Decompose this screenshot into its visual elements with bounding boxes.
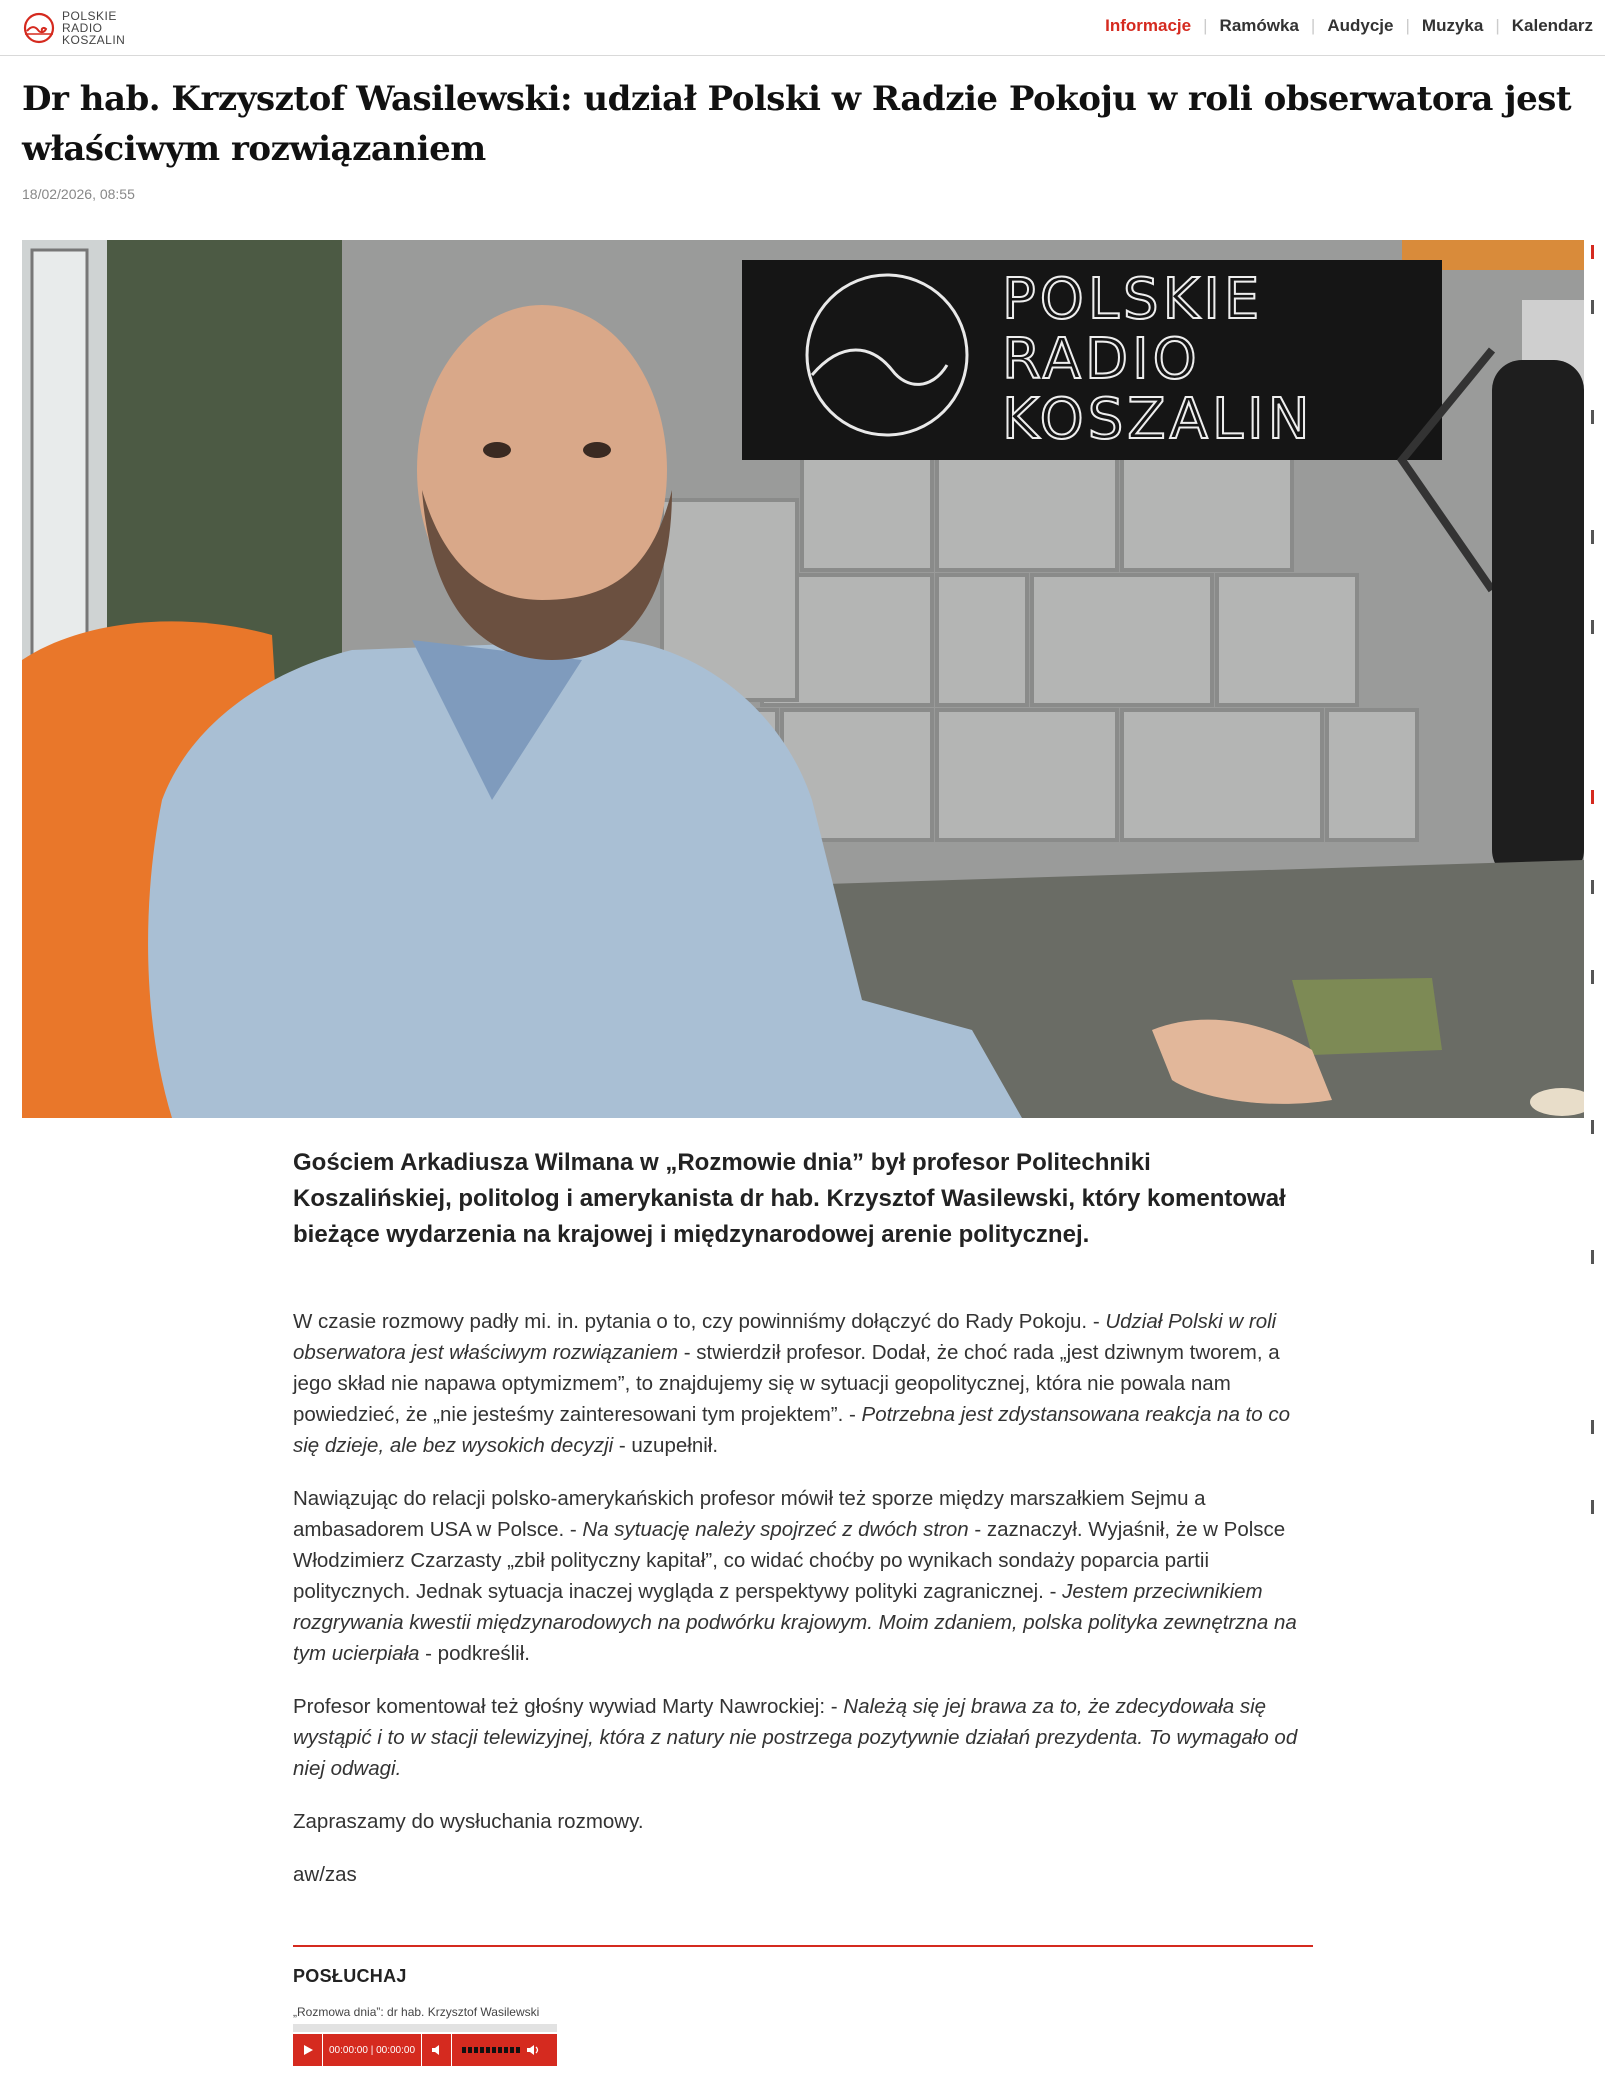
mute-button[interactable] <box>422 2034 452 2066</box>
article-lead: Gościem Arkadiusza Wilmana w „Rozmowie dnia” był profesor Politechniki Koszalińskiej, politolog i amerykanista dr hab. Krzysztof Wasilewski, który komentował bieżące wydarzenia na krajowej i międzynarodowej arenie politycznej. <box>293 1149 1286 1248</box>
body-paragraph: W czasie rozmowy padły mi. in. pytania o to, czy powinniśmy dołączyć do Rady Pokoju. - Udział Polski w roli obserwatora jest właściwym rozwiązaniem - stwierdził profesor. Dodał, że choć rada „jest dziwnym tworem, a jego skład nie napawa optymizmem”, to znajdujemy się w sytuacji geopolitycznej, która nie powala nam powiedzieć, że „nie jesteśmy zainteresowani tym projektem”. - Potrzebna jest zdystansowana reakcja na to co się dzieje, ale bez wysokich decyzji - uzupełnił. <box>293 1310 1290 1457</box>
logo-line-1: POLSKIE <box>62 9 117 23</box>
player-time: 00:00:00 | 00:00:00 <box>323 2034 422 2066</box>
nav-item-ramowka[interactable]: Ramówka <box>1219 16 1299 35</box>
photo-sign-line-2: RADIO <box>1002 327 1201 392</box>
photo-sign-line-1: POLSKIE <box>1002 267 1264 332</box>
logo-line-3: KOSZALIN <box>62 33 126 47</box>
player-heading: POSŁUCHAJ <box>293 1966 407 1986</box>
play-button[interactable] <box>293 2034 323 2066</box>
volume-control[interactable] <box>452 2034 544 2066</box>
quote: Potrzebna jest zdystansowana reakcja na to co się dzieje, ale bez wysokich decyzji <box>293 1403 1290 1457</box>
play-icon <box>302 2044 314 2056</box>
author-initials: aw/zas <box>293 1863 357 1886</box>
article-photo <box>22 240 1584 1118</box>
article-title: Dr hab. Krzysztof Wasilewski: udział Polski w Radzie Pokoju w roli obserwatora jest właściwym rozwiązaniem <box>22 79 1572 169</box>
quote: Należą się jej brawa za to, że zdecydowała się wystąpić i to w stacji telewizyjnej, która z natury nie postrzega pozytywnie działań prezydenta. To wymagało od niej odwagi. <box>293 1695 1298 1780</box>
nav-separator: | <box>1495 16 1500 35</box>
right-edge-clip <box>1584 240 1605 1540</box>
logo-emblem-icon <box>22 11 56 45</box>
main-nav <box>1093 16 1605 36</box>
quote: Na sytuację należy spojrzeć z dwóch stron <box>582 1518 969 1541</box>
nav-separator: | <box>1405 16 1410 35</box>
volume-slider[interactable] <box>462 2047 520 2053</box>
total-time: 00:00:00 <box>376 2044 416 2056</box>
nav-item-muzyka[interactable]: Muzyka <box>1421 16 1484 35</box>
body-paragraph: Zapraszamy do wysłuchania rozmowy. <box>293 1810 644 1833</box>
logo-line-2: RADIO <box>62 21 103 35</box>
speaker-icon <box>431 2044 443 2056</box>
body-paragraph: Profesor komentował też głośny wywiad Marty Nawrockiej: - Należą się jej brawa za to, że zdecydowała się wystąpić i to w stacji telewizyjnej, która z natury nie postrzega pozytywnie działań prezydenta. To wymagało od niej odwagi. <box>293 1695 1298 1780</box>
audio-player <box>293 2034 557 2066</box>
site-logo[interactable] <box>22 8 125 48</box>
nav-separator: | <box>1203 16 1208 35</box>
volume-max-icon[interactable] <box>526 2044 540 2056</box>
player-track-title: „Rozmowa dnia”: dr hab. Krzysztof Wasilewski <box>293 2005 540 2019</box>
photo-sign-line-3: KOSZALIN <box>1002 387 1314 452</box>
site-header <box>0 0 1605 56</box>
body-paragraph: Nawiązując do relacji polsko-amerykańskich profesor mówił też sporze między marszałkiem Sejmu a ambasadorem USA w Polsce. - Na sytuację należy spojrzeć z dwóch stron - zaznaczył. Wyjaśnił, że w Polsce Włodzimierz Czarzasty „zbił polityczny kapitał”, co widać choćby po wynikach sondaży poparcia partii politycznych. Jednak sytuacja inaczej wygląda z perspektywy polityki zagranicznej. - Jestem przeciwnikiem rozgrywania kwestii międzynarodowych na podwórku krajowym. Moim zdaniem, polska polityka zewnętrzna na tym ucierpiała - podkreślił. <box>293 1487 1297 1665</box>
nav-item-kalendarz[interactable]: Kalendarz <box>1511 16 1593 35</box>
player-divider <box>293 1945 1313 1947</box>
player-progress-bar[interactable] <box>293 2024 557 2032</box>
quote: Jestem przeciwnikiem rozgrywania kwestii międzynarodowych na podwórku krajowym. Moim zdaniem, polska polityka zewnętrzna na tym ucierpiała <box>293 1580 1297 1665</box>
current-time: 00:00:00 <box>329 2044 368 2056</box>
quote: Udział Polski w roli obserwatora jest właściwym rozwiązaniem <box>293 1310 1277 1364</box>
nav-item-audycje[interactable]: Audycje <box>1327 16 1394 35</box>
article-date: 18/02/2026, 08:55 <box>22 186 135 202</box>
article-body <box>293 1306 1313 1912</box>
nav-separator: | <box>1310 16 1316 35</box>
nav-item-informacje[interactable]: Informacje <box>1105 16 1192 35</box>
